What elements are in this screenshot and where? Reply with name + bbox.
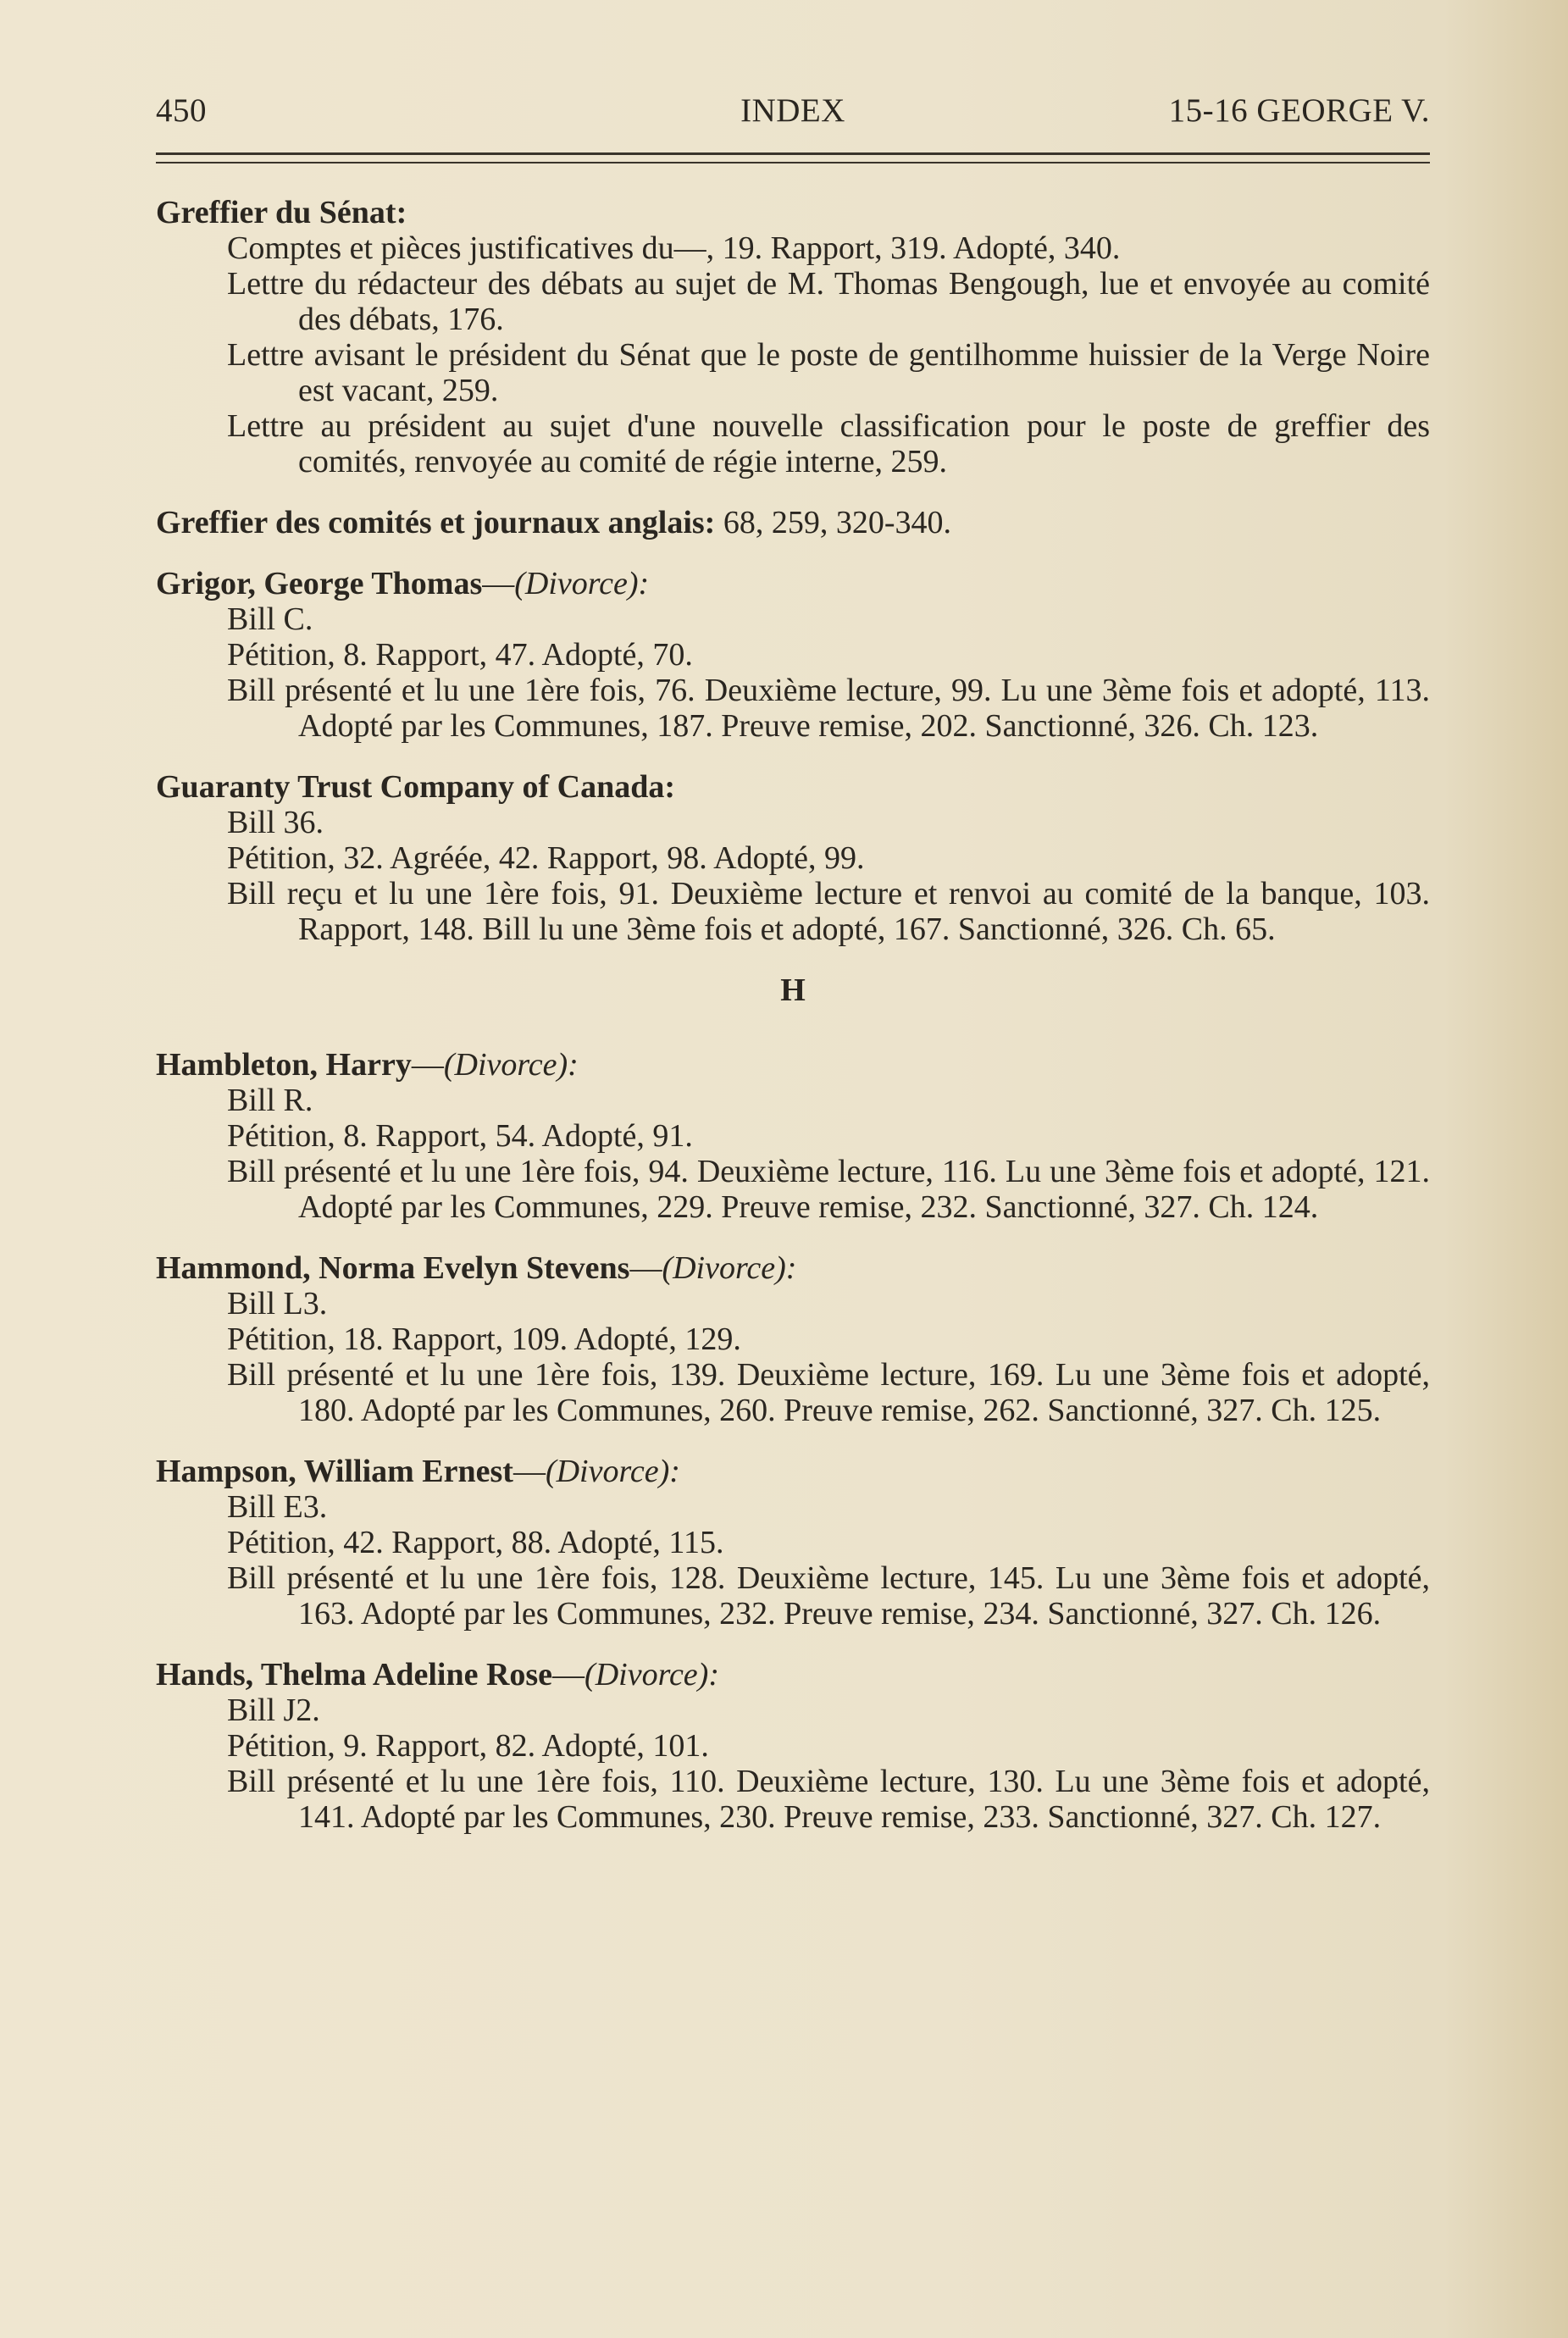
entry-name: Grigor, George Thomas (156, 566, 483, 601)
entry-name: Greffier des comités et journaux anglais: (156, 505, 716, 540)
index-entry (156, 769, 1430, 947)
entry-line: Bill C. (227, 601, 313, 637)
entry-heading (156, 769, 1430, 805)
entry-references: 68, 259, 320-340. (723, 505, 951, 540)
entry-line: Lettre au président au sujet d'une nouvelle classification pour le poste de greffier des comités, renvoyée au comité de régie interne, 259. (227, 408, 1430, 479)
entry-annotation: (Divorce): (662, 1250, 797, 1286)
entry-heading: Hands, Thelma Adeline Rose—(Divorce): (156, 1657, 719, 1693)
entry-heading (156, 195, 1430, 230)
entry-line: Bill présenté et lu une 1ère fois, 110. Deuxième lecture, 130. Lu une 3ème fois et adopté, 141. Adopté par les Communes, 230. Preuve remise, 233. Sanctionné, 327. Ch. 127. (227, 1764, 1430, 1835)
entry-line: Pétition, 8. Rapport, 47. Adopté, 70. (227, 637, 693, 673)
entry-line: Bill présenté et lu une 1ère fois, 128. Deuxième lecture, 145. Lu une 3ème fois et adopté, 163. Adopté par les Communes, 232. Preuve remise, 234. Sanctionné, 327. Ch. 126. (227, 1560, 1430, 1632)
entry-line: Bill J2. (227, 1693, 320, 1728)
entry-name: Hammond, Norma Evelyn Stevens (156, 1250, 630, 1286)
entry-name: Guaranty Trust Company of Canada: (156, 769, 676, 805)
entry-line: Bill reçu et lu une 1ère fois, 91. Deuxième lecture et renvoi au comité de la banque, 103. Rapport, 148. Bill lu une 3ème fois et adopté, 167. Sanctionné, 326. Ch. 65. (227, 876, 1430, 947)
entry-line: Bill 36. (227, 805, 324, 840)
header-rule-bottom (156, 162, 1430, 163)
section-letter: H (780, 972, 806, 1008)
entry-name: Hambleton, Harry (156, 1047, 412, 1083)
entry-heading: Hambleton, Harry—(Divorce): (156, 1047, 579, 1083)
entry-line: Bill R. (227, 1083, 313, 1118)
entry-line: Pétition, 9. Rapport, 82. Adopté, 101. (227, 1728, 709, 1764)
page-number: 450 (156, 92, 207, 129)
entry-annotation: (Divorce): (585, 1657, 719, 1693)
regnal-year: 15-16 GEORGE V. (1168, 92, 1430, 129)
index-entry (156, 505, 1430, 540)
index-entry (156, 1250, 1430, 1428)
entry-annotation: (Divorce): (545, 1454, 680, 1489)
entry-name: Hampson, William Ernest (156, 1454, 513, 1489)
index-entry (156, 1454, 1430, 1632)
entry-name: Greffier du Sénat: (156, 195, 407, 230)
page-title: INDEX (740, 92, 845, 129)
entry-line: Pétition, 42. Rapport, 88. Adopté, 115. (227, 1525, 724, 1560)
entry-line: Lettre du rédacteur des débats au sujet de M. Thomas Bengough, lue et envoyée au comité des débats, 176. (227, 266, 1430, 337)
entry-annotation: (Divorce): (443, 1047, 579, 1083)
entry-name: Hands, Thelma Adeline Rose (156, 1657, 553, 1693)
index-entry (156, 1047, 1430, 1225)
entry-heading: Grigor, George Thomas—(Divorce): (156, 566, 650, 601)
entry-line: Lettre avisant le président du Sénat que le poste de gentilhomme huissier de la Verge Noire est vacant, 259. (227, 337, 1430, 408)
entry-line: Pétition, 8. Rapport, 54. Adopté, 91. (227, 1118, 693, 1154)
entry-annotation: (Divorce): (514, 566, 650, 601)
index-entry (156, 195, 1430, 479)
index-entry (156, 566, 1430, 744)
entry-line: Pétition, 32. Agréée, 42. Rapport, 98. Adopté, 99. (227, 840, 865, 876)
entry-line: Pétition, 18. Rapport, 109. Adopté, 129. (227, 1321, 741, 1357)
entry-line: Bill E3. (227, 1489, 328, 1525)
entry-heading (156, 505, 1430, 540)
index-content (156, 195, 1430, 1860)
running-header (156, 91, 1430, 142)
entry-line: Bill présenté et lu une 1ère fois, 139. Deuxième lecture, 169. Lu une 3ème fois et adopté, 180. Adopté par les Communes, 260. Preuve remise, 262. Sanctionné, 327. Ch. 125. (227, 1357, 1430, 1428)
entry-heading: Hammond, Norma Evelyn Stevens—(Divorce): (156, 1250, 797, 1286)
header-rule-top (156, 152, 1430, 155)
index-entry (156, 1657, 1430, 1835)
entry-line: Bill L3. (227, 1286, 328, 1321)
entry-line: Bill présenté et lu une 1ère fois, 94. Deuxième lecture, 116. Lu une 3ème fois et adopté, 121. Adopté par les Communes, 229. Preuve remise, 232. Sanctionné, 327. Ch. 124. (227, 1154, 1430, 1225)
entry-line: Comptes et pièces justificatives du—, 19. Rapport, 319. Adopté, 340. (227, 230, 1121, 266)
entry-heading: Hampson, William Ernest—(Divorce): (156, 1454, 680, 1489)
entry-line: Bill présenté et lu une 1ère fois, 76. Deuxième lecture, 99. Lu une 3ème fois et adopté, 113. Adopté par les Communes, 187. Preuve remise, 202. Sanctionné, 326. Ch. 123. (227, 673, 1430, 744)
